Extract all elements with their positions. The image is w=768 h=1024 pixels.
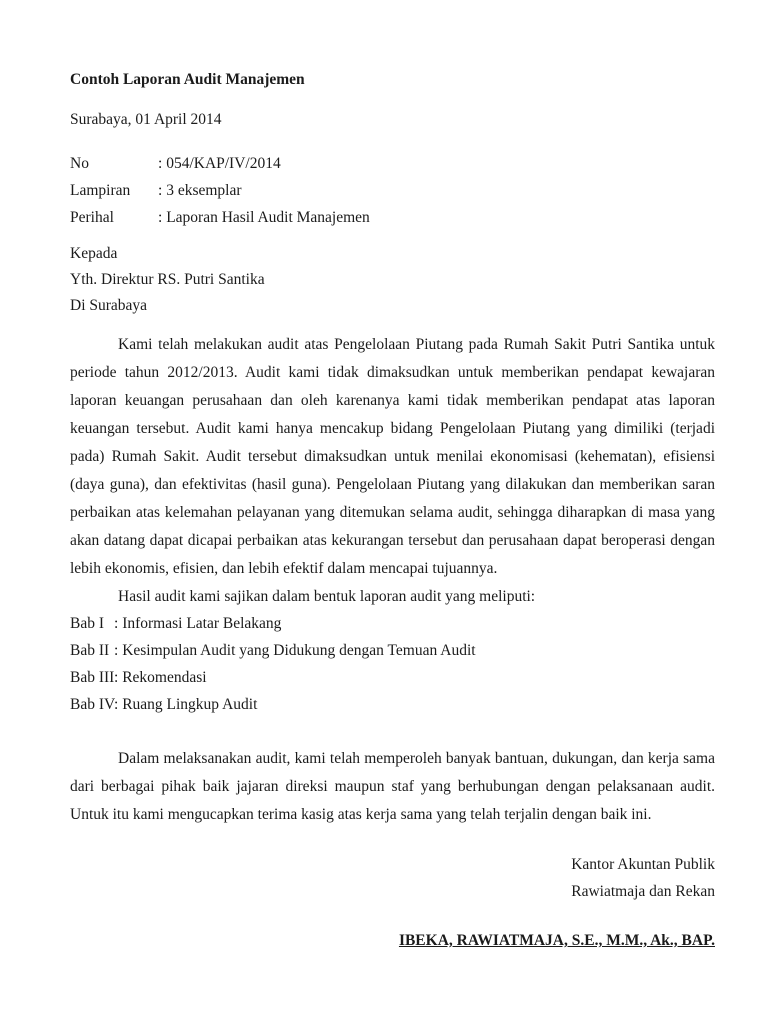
- chapter-title-2: Kesimpulan Audit yang Didukung dengan Temuan Audit: [122, 642, 476, 659]
- meta-label-number: No: [70, 155, 89, 172]
- chapter-row-3: [70, 664, 715, 691]
- chapter-title-3: Rekomendasi: [122, 669, 207, 686]
- recipient-block: [70, 241, 715, 319]
- letter-meta-block: [70, 150, 715, 231]
- chapter-row-1: [70, 610, 715, 637]
- meta-label-subject: Perihal: [70, 209, 114, 226]
- meta-row-subject: [70, 204, 715, 231]
- meta-value-subject: Laporan Hasil Audit Manajemen: [166, 209, 370, 226]
- chapter-list: [70, 610, 715, 718]
- meta-value-number: 054/KAP/IV/2014: [166, 155, 281, 172]
- meta-row-attachment: [70, 177, 715, 204]
- signature-block: [70, 851, 715, 950]
- body-paragraph-2: Dalam melaksanakan audit, kami telah memperoleh banyak bantuan, dukungan, dan kerja sama dari berbagai pihak baik jajaran direksi maupun staf yang berhubungan dengan pelaksanaan audit. Untuk itu kami mengucapkan terima kasig atas kerja sama yang telah terjalin dengan baik ini.: [70, 750, 715, 823]
- meta-separator: :: [158, 155, 163, 172]
- meta-separator: :: [158, 209, 163, 226]
- chapter-title-1: Informasi Latar Belakang: [122, 615, 282, 632]
- chapter-title-4: Ruang Lingkup Audit: [122, 696, 258, 713]
- signatory-name: IBEKA, RAWIATMAJA, S.E., M.M., Ak., BAP.: [398, 932, 715, 949]
- chapter-row-4: [70, 691, 715, 718]
- meta-row-number: [70, 150, 715, 177]
- chapter-row-2: [70, 637, 715, 664]
- document-title: Contoh Laporan Audit Manajemen: [70, 71, 305, 88]
- chapter-separator: :: [114, 696, 119, 713]
- chapter-separator: :: [114, 615, 119, 632]
- chapter-separator: :: [114, 642, 119, 659]
- signature-office-partners: Rawiatmaja dan Rekan: [571, 883, 715, 900]
- recipient-name: Yth. Direktur RS. Putri Santika: [70, 271, 265, 288]
- recipient-city: Di Surabaya: [70, 297, 148, 314]
- meta-label-attachment: Lampiran: [70, 182, 131, 199]
- chapter-label-1: Bab I: [70, 615, 105, 632]
- signature-office-name: Kantor Akuntan Publik: [571, 856, 715, 873]
- chapter-list-intro: Hasil audit kami sajikan dalam bentuk laporan audit yang meliputi:: [118, 588, 536, 605]
- recipient-salutation: Kepada: [70, 245, 118, 262]
- chapter-label-2: Bab II: [70, 642, 110, 659]
- chapter-separator: :: [114, 669, 119, 686]
- date-line: Surabaya, 01 April 2014: [70, 111, 222, 128]
- meta-value-attachment: 3 eksemplar: [166, 182, 242, 199]
- body-paragraph-1: Kami telah melakukan audit atas Pengelolaan Piutang pada Rumah Sakit Putri Santika untuk periode tahun 2012/2013. Audit kami tidak dimaksudkan untuk memberikan pendapat kewajaran laporan keuangan perusahaan dan oleh karenanya kami tidak memberikan pendapat atas laporan keuangan tersebut. Audit kami hanya mencakup bidang Pengelolaan Piutang yang dimiliki (terjadi pada) Rumah Sakit. Audit tersebut dimaksudkan untuk menilai ekonomisasi (kehematan), efisiensi (daya guna), dan efektivitas (hasil guna). Pengelolaan Piutang yang dilakukan dan memberikan saran perbaikan atas kelemahan pelayanan yang ditemukan selama audit, sehingga diharapkan di masa yang akan datang dapat dicapai perbaikan atas kekurangan tersebut dan perusahaan dapat beroperasi dengan lebih ekonomis, efisien, dan lebih efektif dalam mencapai tujuannya.: [70, 336, 715, 577]
- meta-separator: :: [158, 182, 163, 199]
- chapter-label-4: Bab IV: [70, 696, 116, 713]
- chapter-label-3: Bab III: [70, 669, 115, 686]
